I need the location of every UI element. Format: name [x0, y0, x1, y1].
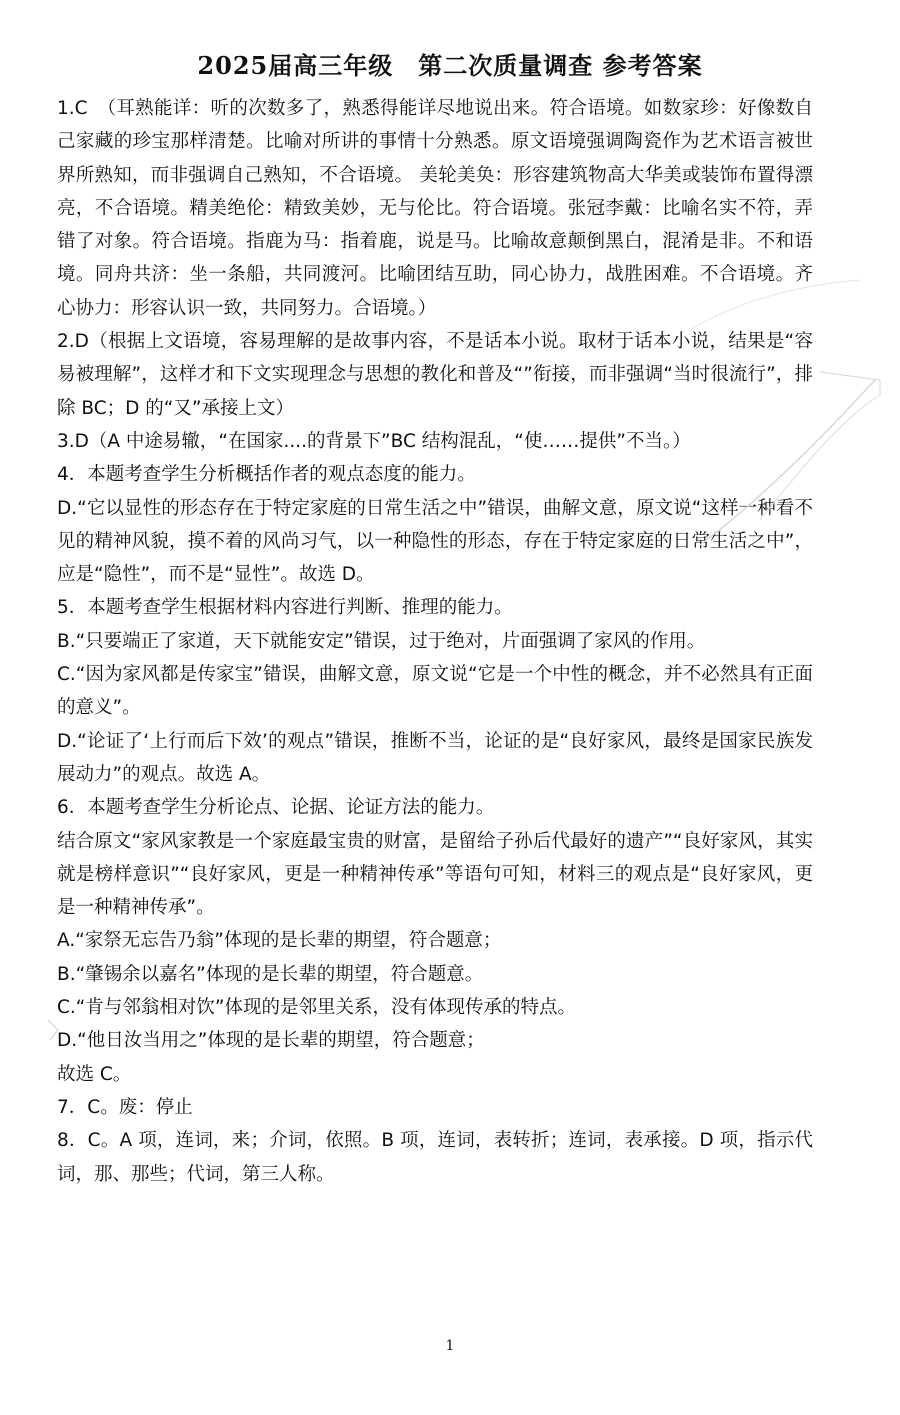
- page-number: 1: [445, 1338, 455, 1354]
- answer-q4-option-d: D.“它以显性的形态存在于特定家庭的日常生活之中”错误，曲解文意，原文说“这样一种看不见的精神风貌，摸不着的风尚习气，以一种隐性的形态，存在于特定家庭的日常生活之中”，应是“隐性”，而不是“显性”。故选 D。: [57, 497, 813, 586]
- answer-q1: 1.C （耳熟能详：听的次数多了，熟悉得能详尽地说出来。符合语境。如数家珍：好像数自己家藏的珍宝那样清楚。比喻对所讲的事情十分熟悉。原文语境强调陶瓷作为艺术语言被世界所熟知，而非强调自己熟知，不合语境。 美轮美奂：形容建筑物高大华美或装饰布置得漂亮，不合语境。精美绝伦：精致美妙，无与伦比。符合语境。张冠李戴：比喻名实不符，弄错了对象。符合语境。指鹿为马：指着鹿，说是马。比喻故意颠倒黑白，混淆是非。不和语境。同舟共济：坐一条船，共同渡河。比喻团结互助，同心协力，战胜困难。不合语境。齐心协力：形容认识一致，共同努力。合语境。）: [57, 98, 813, 319]
- answer-q2: 2.D（根据上文语境，容易理解的是故事内容，不是话本小说。取材于话本小说，结果是“容易被理解”，这样才和下文实现理念与思想的教化和普及“”衔接，而非强调“当时很流行”，排除 BC；D 的“又”承接上文）: [57, 331, 813, 419]
- answer-q8: 8．C。A 项，连词，来；介词，依照。B 项，连词，表转折；连词，表承接。D 项，指示代词，那、那些；代词，第三人称。: [57, 1130, 813, 1185]
- answer-q3: 3.D（A 中途易辙，“在国家....的背景下”BC 结构混乱，“使……提供”不当。）: [57, 430, 691, 452]
- page-title: 2025届高三年级 第二次质量调查 参考答案: [197, 51, 703, 80]
- answer-content: [57, 92, 813, 1191]
- answer-q7: 7．C。废：停止: [57, 1096, 193, 1118]
- answer-q6-option-d: D.“他日汝当用之”体现的是长辈的期望，符合题意；: [57, 1030, 485, 1052]
- answer-q5-option-b: B.“只要端正了家道，天下就能安定”错误，过于绝对，片面强调了家风的作用。: [57, 630, 706, 652]
- answer-q6-option-b: B.“肇锡余以嘉名”体现的是长辈的期望，符合题意。: [57, 963, 484, 985]
- answer-q5-option-d: D.“论证了‘上行而后下效’的观点”错误，推断不当，论证的是“良好家风，最终是国家民族发展动力”的观点。故选 A。: [57, 730, 813, 785]
- answer-q6-option-c: C.“肯与邻翁相对饮”体现的是邻里关系，没有体现传承的特点。: [57, 997, 576, 1019]
- answer-q6-conclusion: 故选 C。: [57, 1063, 132, 1085]
- answer-q4-heading: 4．本题考查学生分析概括作者的观点态度的能力。: [57, 464, 476, 486]
- answer-q6-option-a: A.“家祭无忘告乃翁”体现的是长辈的期望，符合题意；: [57, 930, 502, 952]
- answer-q6-analysis: 结合原文“家风家教是一个家庭最宝贵的财富，是留给子孙后代最好的遗产”“良好家风，其实就是榜样意识”“良好家风，更是一种精神传承”等语句可知，材料三的观点是“良好家风，更是一种精神传承”。: [57, 830, 813, 919]
- answer-q6-heading: 6．本题考查学生分析论点、论据、论证方法的能力。: [57, 797, 495, 819]
- answer-q5-option-c: C.“因为家风都是传家宝”错误，曲解文意，原文说“它是一个中性的概念，并不必然具有正面的意义”。: [57, 664, 813, 719]
- answer-q5-heading: 5．本题考查学生根据材料内容进行判断、推理的能力。: [57, 597, 513, 619]
